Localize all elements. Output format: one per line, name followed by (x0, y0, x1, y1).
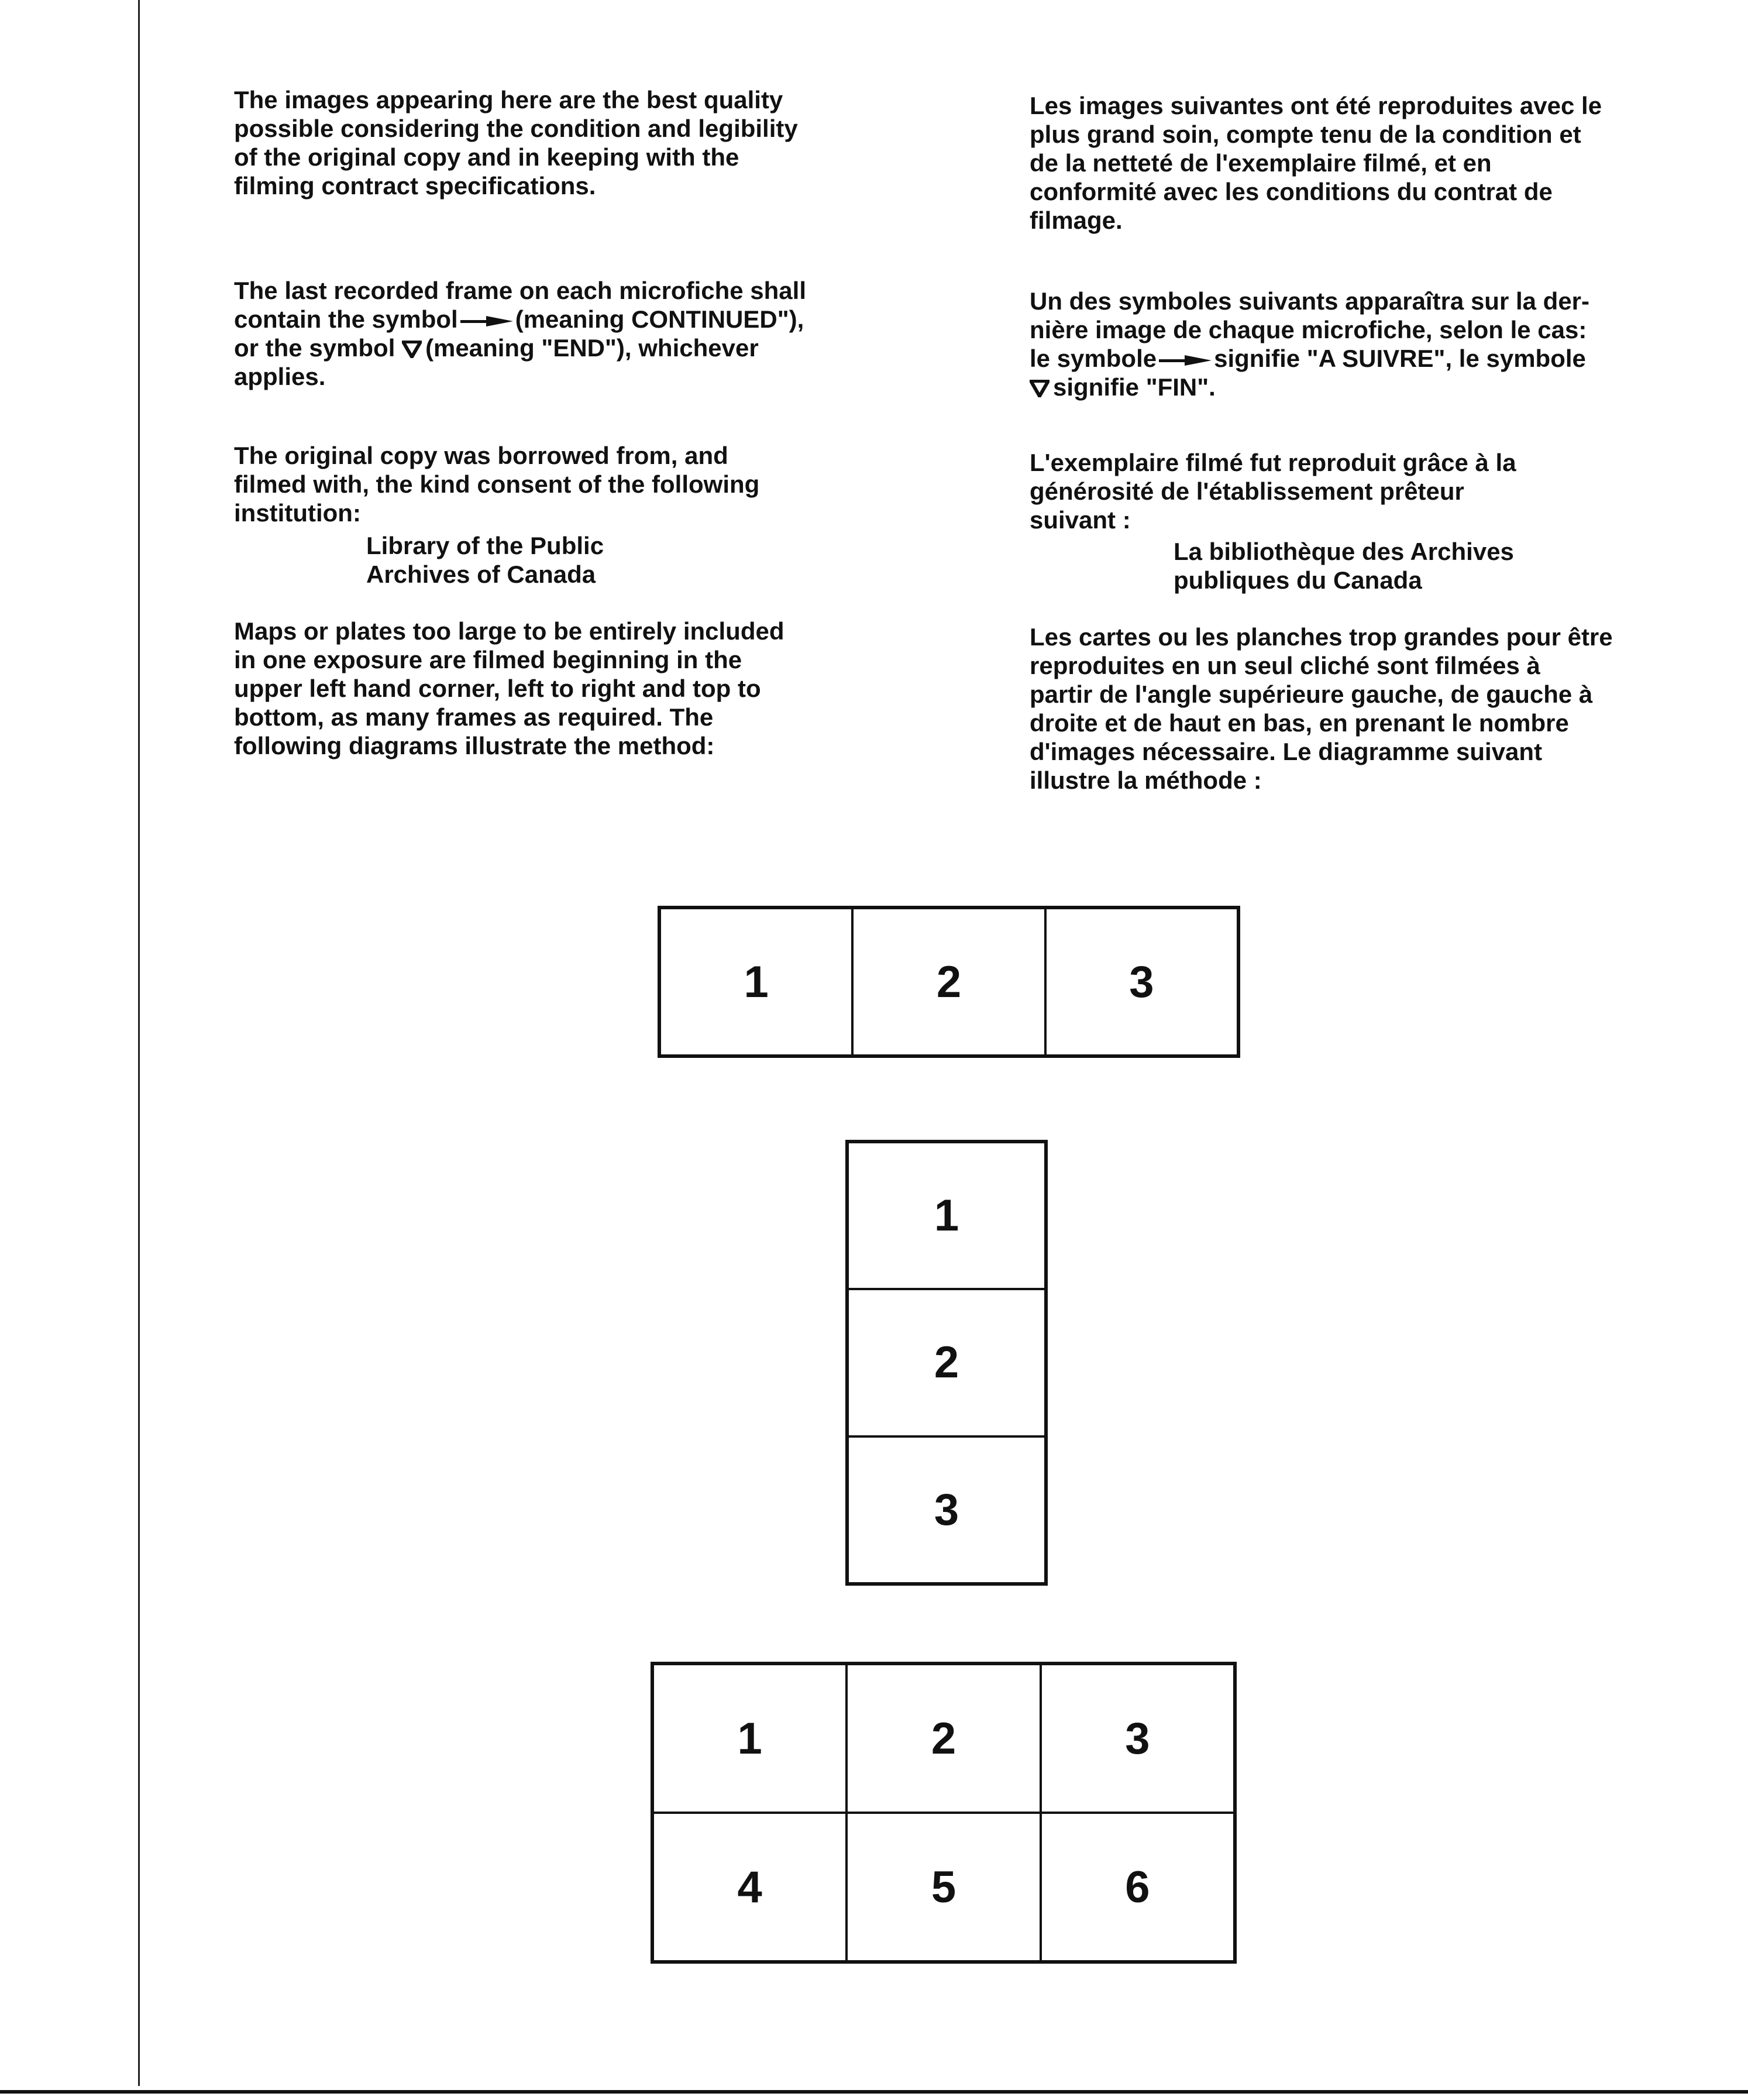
french-institution-name: La bibliothèque des Archives publiques du Canada (1174, 538, 1514, 594)
arrow-icon (1159, 355, 1212, 366)
frame-cell: 1 (661, 909, 851, 1054)
frame-cell: 3 (849, 1438, 1044, 1582)
frame-cell: 2 (854, 909, 1044, 1054)
diagram-column-frames (845, 1140, 1048, 1586)
diagram-grid-frames (651, 1662, 1237, 1964)
french-quality-paragraph: Les images suivantes ont été reproduites avec le plus grand soin, compte tenu de la condition et de la netteté de l'exemplaire filmé, et en conformité avec les conditions du contrat de filmage. (1030, 92, 1602, 234)
french-symbol-paragraph: Un des symboles suivants apparaîtra sur la der- nière image de chaque microfiche, selon le cas: le symbole signifie "A SUIVRE", le symbole signifie "FIN". (1030, 287, 1590, 401)
frame-cell: 2 (848, 1665, 1039, 1812)
frame-cell: 3 (1047, 909, 1237, 1054)
triangle-down-icon (402, 341, 422, 358)
frame-cell: 4 (654, 1814, 845, 1960)
arrow-icon (460, 315, 513, 327)
page-left-edge (138, 0, 140, 2086)
frame-cell: 3 (1042, 1665, 1233, 1812)
english-quality-paragraph: The images appearing here are the best quality possible considering the condition and legibility of the original copy and in keeping with the filming contract specifications. (234, 86, 798, 200)
frame-cell: 6 (1042, 1814, 1233, 1960)
frame-cell: 5 (848, 1814, 1039, 1960)
page-bottom-edge (0, 2090, 1748, 2094)
frame-cell: 1 (849, 1143, 1044, 1288)
english-symbol-paragraph: The last recorded frame on each microfiche shall contain the symbol (meaning CONTINUED"), or the symbol (meaning "END"), whichever applies. (234, 277, 806, 390)
english-maps-paragraph: Maps or plates too large to be entirely included in one exposure are filmed beginning in the upper left hand corner, left to right and top to bottom, as many frames as required. The following diagrams illustrate the method: (234, 617, 784, 759)
frame-cell: 1 (654, 1665, 845, 1812)
english-institution-name: Library of the Public Archives of Canada (366, 532, 604, 588)
french-maps-paragraph: Les cartes ou les planches trop grandes pour être reproduites en un seul cliché sont filmées à partir de l'angle supérieure gauche, de gauche à droite et de haut en bas, en prenant le nombre d'images nécessaire. Le diagramme suivant illustre la méthode : (1030, 623, 1613, 794)
triangle-down-icon (1030, 380, 1050, 397)
diagram-row-frames (658, 906, 1240, 1058)
frame-cell: 2 (849, 1290, 1044, 1435)
english-consent-paragraph: The original copy was borrowed from, and filmed with, the kind consent of the following institution: (234, 442, 760, 527)
french-consent-paragraph: L'exemplaire filmé fut reproduit grâce à la générosité de l'établissement prêteur suivant : (1030, 449, 1516, 534)
